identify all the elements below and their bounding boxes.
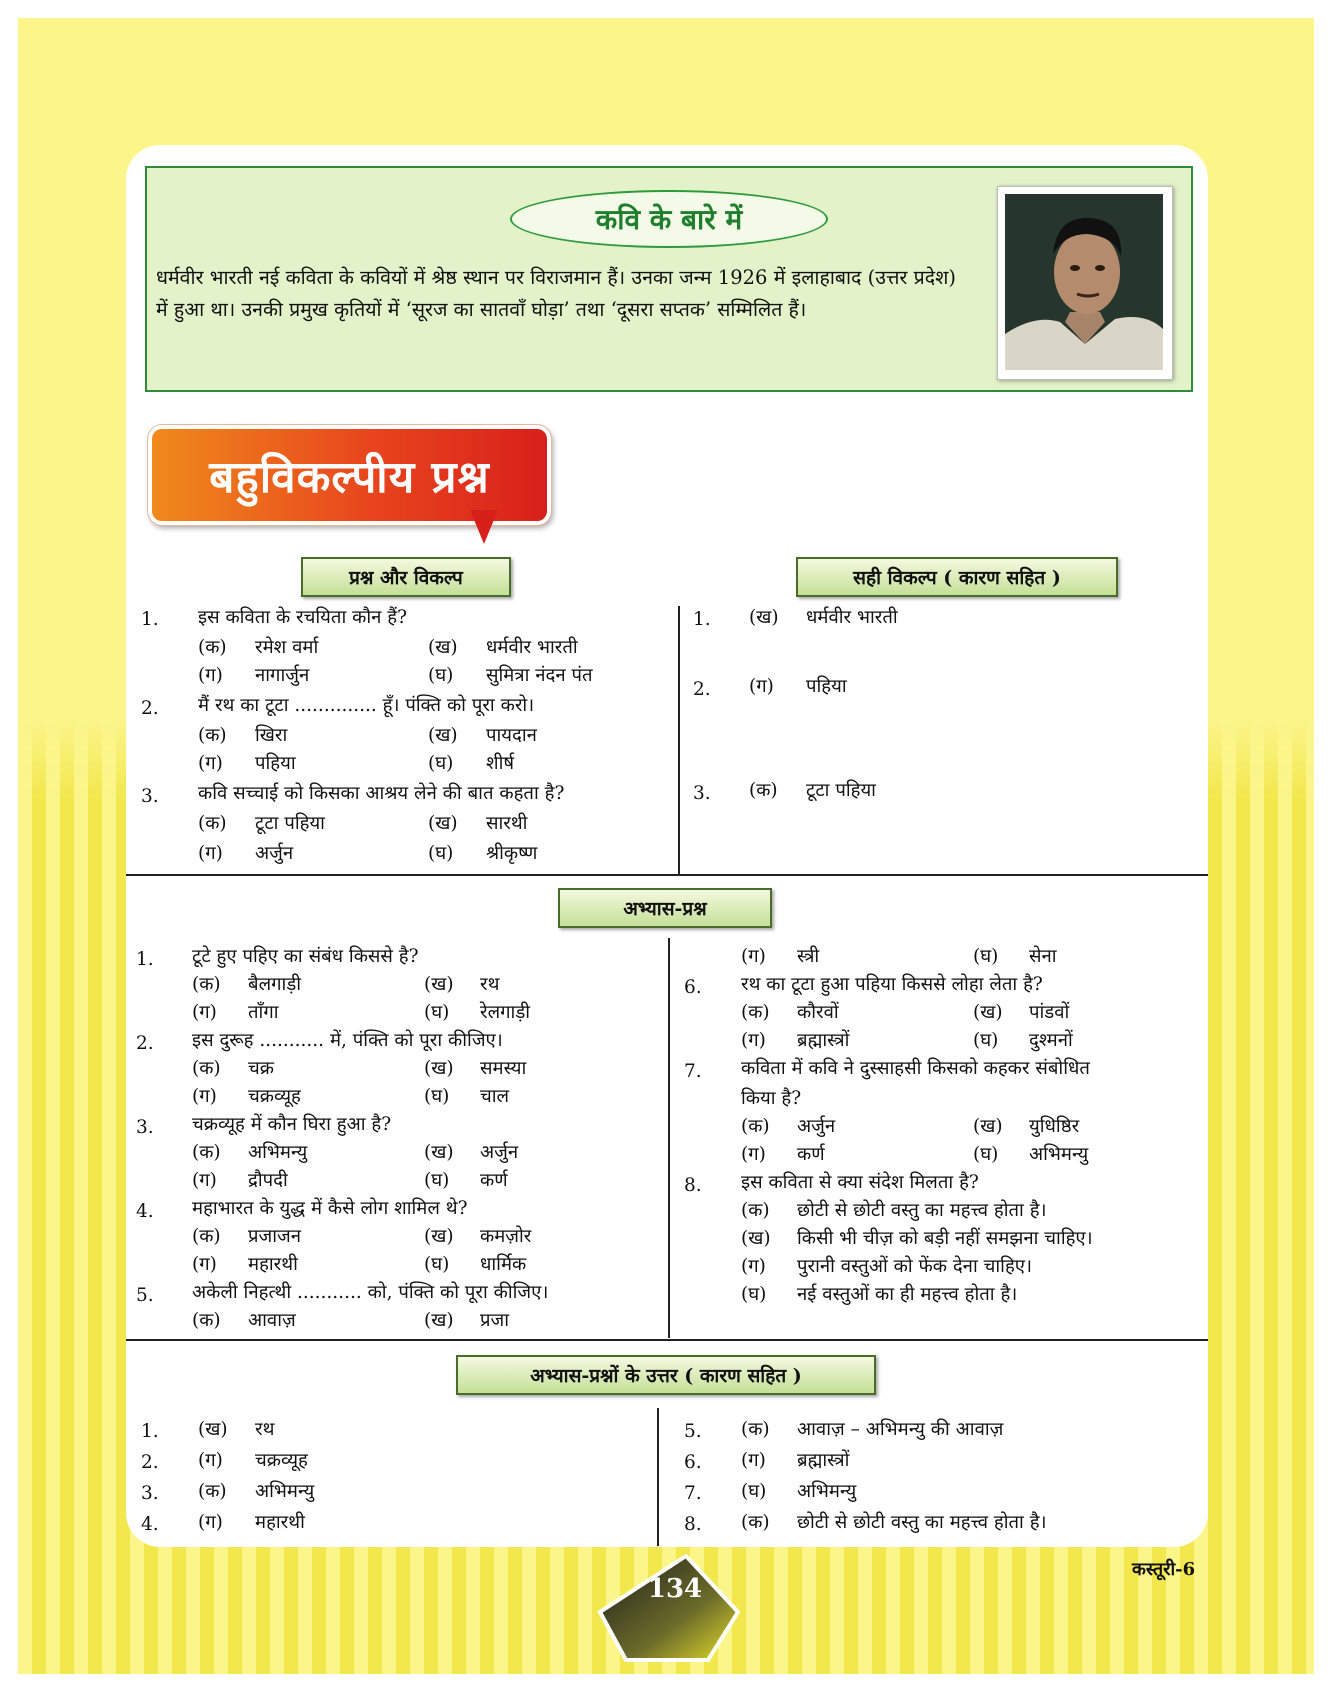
answers-header: अभ्यास-प्रश्नों के उत्तर ( कारण सहित ) (456, 1355, 876, 1395)
text-item: 1. (141, 1421, 159, 1442)
text-item: किया है? (741, 1088, 802, 1109)
mcq-banner: बहुविकल्पीय प्रश्न (148, 425, 551, 525)
text-item: (घ) (424, 1254, 450, 1275)
text-item: अभिमन्यु (255, 1481, 315, 1502)
book-title: कस्तूरी-6 (1132, 1559, 1196, 1580)
text-item: प्रजाजन (248, 1226, 302, 1247)
text-item: (क) (741, 1116, 770, 1137)
option-text: शीर्ष (486, 753, 515, 774)
text-item: 6. (684, 1452, 702, 1473)
option-text: रमेश वर्मा (255, 637, 319, 658)
option-text: पायदान (486, 725, 537, 746)
option-text: सारथी (486, 813, 528, 834)
text-item: पांडवों (1029, 1002, 1070, 1023)
text-item: महाभारत के युद्ध में कैसे लोग शामिल थे? (192, 1198, 468, 1219)
text-item: (क) (741, 1200, 770, 1221)
text-item: किसी भी चीज़ को बड़ी नहीं समझना चाहिए। (797, 1228, 1093, 1249)
text-item: 8. (684, 1175, 702, 1196)
text-item: (ग) (192, 1002, 217, 1023)
text-item: कमज़ोर (480, 1226, 532, 1247)
text-item: महारथी (248, 1254, 298, 1275)
text-item: 5. (136, 1285, 154, 1306)
text-item: (घ) (424, 1170, 450, 1191)
text-item: (ख) (973, 1002, 1003, 1023)
text-item: (घ) (424, 1002, 450, 1023)
text-item: (ख) (424, 1142, 454, 1163)
poet-portrait-image (1005, 194, 1163, 370)
practice-divider (668, 938, 670, 1338)
question-text: कवि सच्चाई को किसका आश्रय लेने की बात कहता है? (198, 783, 565, 804)
text-item: टूटे हुए पहिए का संबंध किससे है? (192, 946, 419, 967)
answer-number: 2. (693, 679, 711, 700)
option-key: (घ) (428, 753, 454, 774)
text-item: ब्रह्मास्त्रों (797, 1030, 850, 1051)
text-item: प्रजा (480, 1310, 510, 1331)
text-item: 5. (684, 1421, 702, 1442)
option-key: (क) (198, 637, 227, 658)
poet-section-title: कवि के बारे में (510, 190, 828, 248)
answer-key: (ग) (749, 676, 774, 697)
text-item: कविता में कवि ने दुस्साहसी किसको कहकर संबोधित (741, 1058, 1090, 1079)
option-key: (ग) (198, 665, 223, 686)
option-text: श्रीकृष्ण (486, 843, 538, 864)
text-item: 2. (141, 1452, 159, 1473)
text-item: अभिमन्यु (1029, 1144, 1089, 1165)
option-text: धर्मवीर भारती (486, 637, 578, 658)
practice-header: अभ्यास-प्रश्न (558, 888, 772, 928)
text-item: रेलगाड़ी (480, 1002, 531, 1023)
text-item: छोटी से छोटी वस्तु का महत्त्व होता है। (797, 1512, 1047, 1533)
text-item: (घ) (973, 946, 999, 967)
question-text: मैं रथ का टूटा .............. हूँ। पंक्ति को पूरा करो। (198, 695, 535, 716)
text-item: (ग) (741, 1450, 766, 1471)
option-key: (ग) (198, 843, 223, 864)
text-item: (क) (192, 1310, 221, 1331)
question-number: 1. (141, 609, 159, 630)
text-item: (क) (192, 1142, 221, 1163)
text-item: (घ) (741, 1284, 767, 1305)
text-item: इस दुरूह ........... में, पंक्ति को पूरा कीजिए। (192, 1030, 503, 1051)
text-item: द्रौपदी (248, 1170, 288, 1191)
text-item: (क) (741, 1512, 770, 1533)
answer-key: (ख) (749, 607, 779, 628)
option-text: टूटा पहिया (255, 813, 325, 834)
text-item: इस कविता से क्या संदेश मिलता है? (741, 1172, 979, 1193)
text-item: (ग) (741, 1144, 766, 1165)
text-item: (ग) (192, 1086, 217, 1107)
answer-key: (क) (749, 780, 778, 801)
page-number: 134 (647, 1574, 703, 1604)
text-item: धार्मिक (480, 1254, 527, 1275)
text-item: कर्ण (797, 1144, 825, 1165)
text-item: युधिष्ठिर (1029, 1116, 1080, 1137)
option-key: (ख) (428, 725, 458, 746)
text-item: समस्या (480, 1058, 527, 1079)
text-item: (घ) (424, 1086, 450, 1107)
text-item: (ग) (192, 1170, 217, 1191)
section-divider (126, 1339, 1208, 1341)
option-key: (ख) (428, 813, 458, 834)
answer-text: धर्मवीर भारती (806, 607, 898, 628)
text-item: (ग) (741, 1030, 766, 1051)
text-item: कौरवों (797, 1002, 839, 1023)
option-key: (घ) (428, 665, 454, 686)
text-item: अर्जुन (797, 1116, 836, 1137)
text-item: (ख) (424, 1226, 454, 1247)
text-item: 4. (136, 1201, 154, 1222)
text-item: बैलगाड़ी (248, 974, 302, 995)
text-item: पुरानी वस्तुओं को फेंक देना चाहिए। (797, 1256, 1033, 1277)
text-item: (घ) (973, 1144, 999, 1165)
text-item: (क) (192, 974, 221, 995)
text-item: कर्ण (480, 1170, 508, 1191)
text-item: (ख) (741, 1228, 771, 1249)
text-item: (क) (741, 1419, 770, 1440)
text-item: ताँगा (248, 1002, 279, 1023)
text-item: 7. (684, 1483, 702, 1504)
text-item: 7. (684, 1061, 702, 1082)
answers-divider (657, 1408, 659, 1546)
option-key: (ख) (428, 637, 458, 658)
text-item: 8. (684, 1514, 702, 1535)
section-divider (126, 874, 1208, 876)
text-item: ब्रह्मास्त्रों (797, 1450, 850, 1471)
option-key: (ग) (198, 753, 223, 774)
option-key: (क) (198, 725, 227, 746)
question-text: इस कविता के रचयिता कौन हैं? (198, 607, 408, 628)
text-item: 1. (136, 949, 154, 970)
text-item: सेना (1029, 946, 1057, 967)
text-item: चक्रव्यूह (248, 1086, 301, 1107)
answer-text: पहिया (806, 676, 847, 697)
text-item: 3. (141, 1483, 159, 1504)
mcq-questions-header: प्रश्न और विकल्प (301, 557, 511, 597)
option-text: सुमित्रा नंदन पंत (486, 665, 593, 686)
text-item: रथ (255, 1419, 275, 1440)
text-item: (क) (198, 1481, 227, 1502)
text-item: (ग) (741, 946, 766, 967)
text-item: (ग) (192, 1254, 217, 1275)
text-item: (क) (192, 1226, 221, 1247)
option-text: खिरा (255, 725, 288, 746)
poet-description: धर्मवीर भारती नई कविता के कवियों में श्रेष्ठ स्थान पर विराजमान हैं। उनका जन्म 1926 में इलाहाबाद (उत्तर प्रदेश) में हुआ था। उनकी प्रमुख कृतियों में ‘सूरज का सातवाँ घोड़ा’ तथा ‘दूसरा सप्तक’ सम्मिलित हैं। (156, 266, 956, 321)
mcq-answers-header: सही विकल्प ( कारण सहित ) (796, 557, 1118, 597)
text-item: रथ का टूटा हुआ पहिया किससे लोहा लेता है? (741, 974, 1043, 995)
text-item: रथ (480, 974, 500, 995)
option-key: (क) (198, 813, 227, 834)
text-item: (ख) (973, 1116, 1003, 1137)
text-item: (क) (741, 1002, 770, 1023)
text-item: अभिमन्यु (797, 1481, 857, 1502)
text-item: 3. (136, 1117, 154, 1138)
answer-number: 3. (693, 783, 711, 804)
text-item: महारथी (255, 1512, 305, 1533)
text-item: (घ) (973, 1030, 999, 1051)
text-item: (ख) (198, 1419, 228, 1440)
text-item: (ख) (424, 1058, 454, 1079)
text-item: 2. (136, 1033, 154, 1054)
page-number-badge (590, 1554, 740, 1662)
text-item: दुश्मनों (1029, 1030, 1073, 1051)
text-item: अकेली निहत्थी ........... को, पंक्ति को पूरा कीजिए। (192, 1282, 549, 1303)
text-item: अर्जुन (480, 1142, 519, 1163)
option-text: अर्जुन (255, 843, 294, 864)
text-item: (ग) (198, 1512, 223, 1533)
text-item: चक्रव्यूह (255, 1450, 308, 1471)
text-item: स्त्री (797, 946, 820, 967)
text-item: चक्र (248, 1058, 274, 1079)
text-item: छोटी से छोटी वस्तु का महत्त्व होता है। (797, 1200, 1047, 1221)
option-key: (घ) (428, 843, 454, 864)
option-text: पहिया (255, 753, 296, 774)
answer-number: 1. (693, 609, 711, 630)
text-item: चाल (480, 1086, 510, 1107)
text-item: (ग) (741, 1256, 766, 1277)
text-item: 6. (684, 977, 702, 998)
text-item: 4. (141, 1514, 159, 1535)
mcq-divider (678, 606, 680, 874)
answer-text: टूटा पहिया (806, 780, 876, 801)
text-item: (ग) (198, 1450, 223, 1471)
poet-photo (997, 186, 1173, 380)
text-item: (घ) (741, 1481, 767, 1502)
text-item: नई वस्तुओं का ही महत्त्व होता है। (797, 1284, 1018, 1305)
option-text: नागार्जुन (255, 665, 310, 686)
text-item: आवाज़ – अभिमन्यु की आवाज़ (797, 1419, 1004, 1440)
text-item: (ख) (424, 1310, 454, 1331)
question-number: 3. (141, 786, 159, 807)
text-item: चक्रव्यूह में कौन घिरा हुआ है? (192, 1114, 392, 1135)
text-item: (क) (192, 1058, 221, 1079)
text-item: अभिमन्यु (248, 1142, 308, 1163)
question-number: 2. (141, 698, 159, 719)
text-item: आवाज़ (248, 1310, 296, 1331)
mcq-banner-tail (470, 510, 498, 544)
text-item: (ख) (424, 974, 454, 995)
